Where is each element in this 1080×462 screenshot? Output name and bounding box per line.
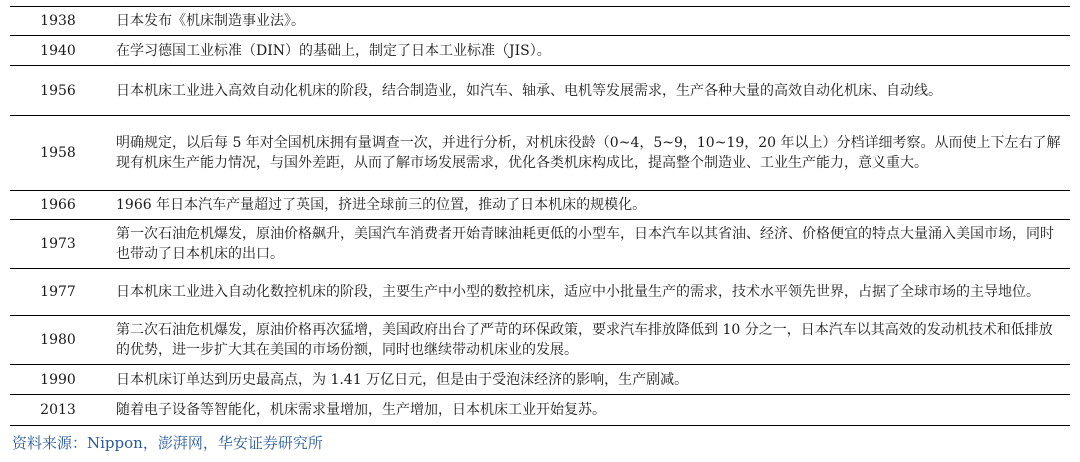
year-cell: 1977: [10, 269, 106, 316]
table-row: [10, 116, 1070, 191]
year-cell: 2013: [10, 395, 106, 426]
table-row: [10, 395, 1070, 426]
table-row: [10, 36, 1070, 66]
table-row: [10, 365, 1070, 395]
year-cell: 1966: [10, 191, 106, 220]
event-cell: 日本机床订单达到历史最高点，为 1.41 万亿日元，但是由于受泡沫经济的影响，生产剧减。: [106, 365, 1070, 395]
cropped-header-fragment: [70, 0, 180, 2]
event-cell: 日本机床工业进入自动化数控机床的阶段，主要生产中小型的数控机床，适应中小批量生产的需求，技术水平领先世界，占据了全球市场的主导地位。: [106, 269, 1070, 316]
year-cell: 1973: [10, 220, 106, 269]
source-note: 资料来源：Nippon，澎湃网，华安证券研究所: [12, 434, 323, 452]
event-cell: 第二次石油危机爆发，原油价格再次猛增，美国政府出台了严苛的环保政策，要求汽车排放降低到 10 分之一，日本汽车以其高效的发动机技术和低排放的优势，进一步扩大其在美国的市场份额，同时也继续带动机床业的发展。: [106, 316, 1070, 365]
table-row: [10, 269, 1070, 316]
year-cell: 1938: [10, 7, 106, 36]
event-cell: 日本机床工业进入高效自动化机床的阶段，结合制造业，如汽车、轴承、电机等发展需求，生产各种大量的高效自动化机床、自动线。: [106, 66, 1070, 116]
table-row: [10, 220, 1070, 269]
year-cell: 1956: [10, 66, 106, 116]
table-row: [10, 66, 1070, 116]
year-cell: 1990: [10, 365, 106, 395]
year-cell: 1940: [10, 36, 106, 66]
year-cell: 1958: [10, 116, 106, 191]
event-cell: 1966 年日本汽车产量超过了英国，挤进全球前三的位置，推动了日本机床的规模化。: [106, 191, 1070, 220]
event-cell: 随着电子设备等智能化，机床需求量增加，生产增加，日本机床工业开始复苏。: [106, 395, 1070, 426]
event-cell: 在学习德国工业标准（DIN）的基础上，制定了日本工业标准（JIS）。: [106, 36, 1070, 66]
event-cell: 日本发布《机床制造事业法》。: [106, 7, 1070, 36]
table-row: [10, 191, 1070, 220]
timeline-table: [10, 7, 1070, 426]
event-cell: 第一次石油危机爆发，原油价格飙升，美国汽车消费者开始青睐油耗更低的小型车，日本汽车以其省油、经济、价格便宜的特点大量涌入美国市场，同时也带动了日本机床的出口。: [106, 220, 1070, 269]
event-cell: 明确规定，以后每 5 年对全国机床拥有量调查一次，并进行分析，对机床役龄（0~4，5~9，10~19，20 年以上）分档详细考察。从而使上下左右了解现有机床生产能力情况，与国外差距，从而了解市场发展需求，优化各类机床构成比，提高整个制造业、工业生产能力，意义重大。: [106, 116, 1070, 191]
year-cell: 1980: [10, 316, 106, 365]
table-row: [10, 7, 1070, 36]
table-row: [10, 316, 1070, 365]
